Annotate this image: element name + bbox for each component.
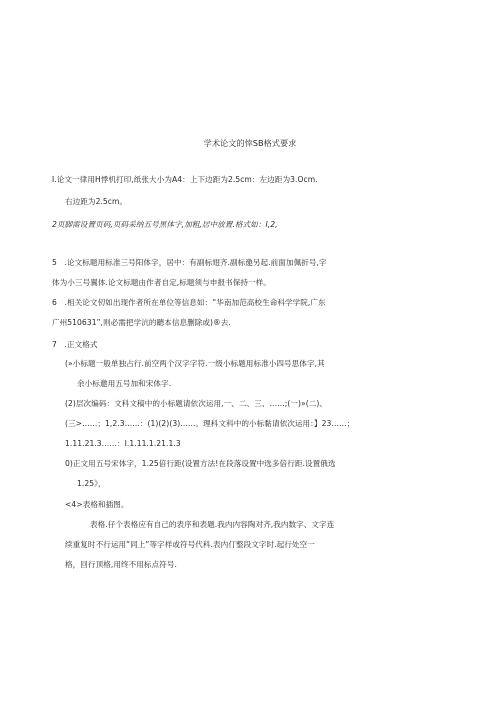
paragraph-7-body-format-heading: 7 .正文格式 [52, 340, 98, 349]
paragraph-2-page-numbers: 2页脚需设置页码,页码采纳五号黑体字,加粗,居中放置.格式如：I,2, [52, 220, 278, 229]
item-2-continuation-1: (三>……；1,2.3……：(1)(2)(3)……。理科文科中的小标黏请依次运用：】23……； [65, 419, 355, 428]
item-1-subheadings: (»小标题一般单独占行.前空两个汉字字符.一级小标题用标准小四号思体字,其 [65, 359, 325, 368]
paragraph-6-continuation: 广州510631”,则必需把学沆的聽本信息删除或)®去. [52, 318, 231, 327]
paragraph-5-continuation: 体为小三号翼体.论文标题由作者自定,标题须与申报书保持一样。 [52, 278, 271, 287]
item-3-continuation: 1.25》， [77, 479, 106, 488]
paragraph-1-continuation: 右边距为2.5cm。 [65, 197, 128, 206]
item-4-paragraph: 表格.仔个表格应有自己的表序和表题.我内内容陶对齐,我内数字、文字连 [90, 520, 335, 529]
item-4-paragraph-continuation-1: 续重复时不行运用“同上”等字样或符号代科.表内仃整段文字时.起行处空一 [65, 540, 315, 549]
item-3-body-text: 0)正文用五号宋体字，1.25倍行距(设置方法!在段落设置中选多倍行距.设置俄选 [65, 459, 336, 468]
item-2-continuation-2: 1.11.21.3……：I.1.11.1.21.1.3 [65, 439, 181, 448]
paragraph-5-title-format: 5 .论文标题用标准三号阳体字，居中：有副标翅齐.副标邀另起.前面加佩折号,字 [52, 258, 327, 267]
item-1-continuation: 余小标邀用五号加和宋体字. [77, 379, 172, 388]
paragraph-1-paper-margins: I.论文一律用H悸机打印,纸张大小为A4：上下边距为2.5cm：左边距为3.Ocm. [52, 175, 318, 184]
paragraph-6-author-info: 6 .相关论文仞如出现作者所在单位等信息如：“华南加范高校生命科学学院,广东 [52, 298, 326, 307]
document-title: 学术论文的悻SB格式要求 [203, 138, 297, 148]
item-2-numbering: (2)层次编码：文科文稿中的小标题请依次运用,一、二、三、……;(一)»(二)、 [65, 399, 328, 408]
item-4-tables-figures: <4>表格和插图。 [65, 500, 129, 509]
item-4-paragraph-continuation-2: 格，回行顶格,用终不用标点符号. [65, 560, 177, 569]
